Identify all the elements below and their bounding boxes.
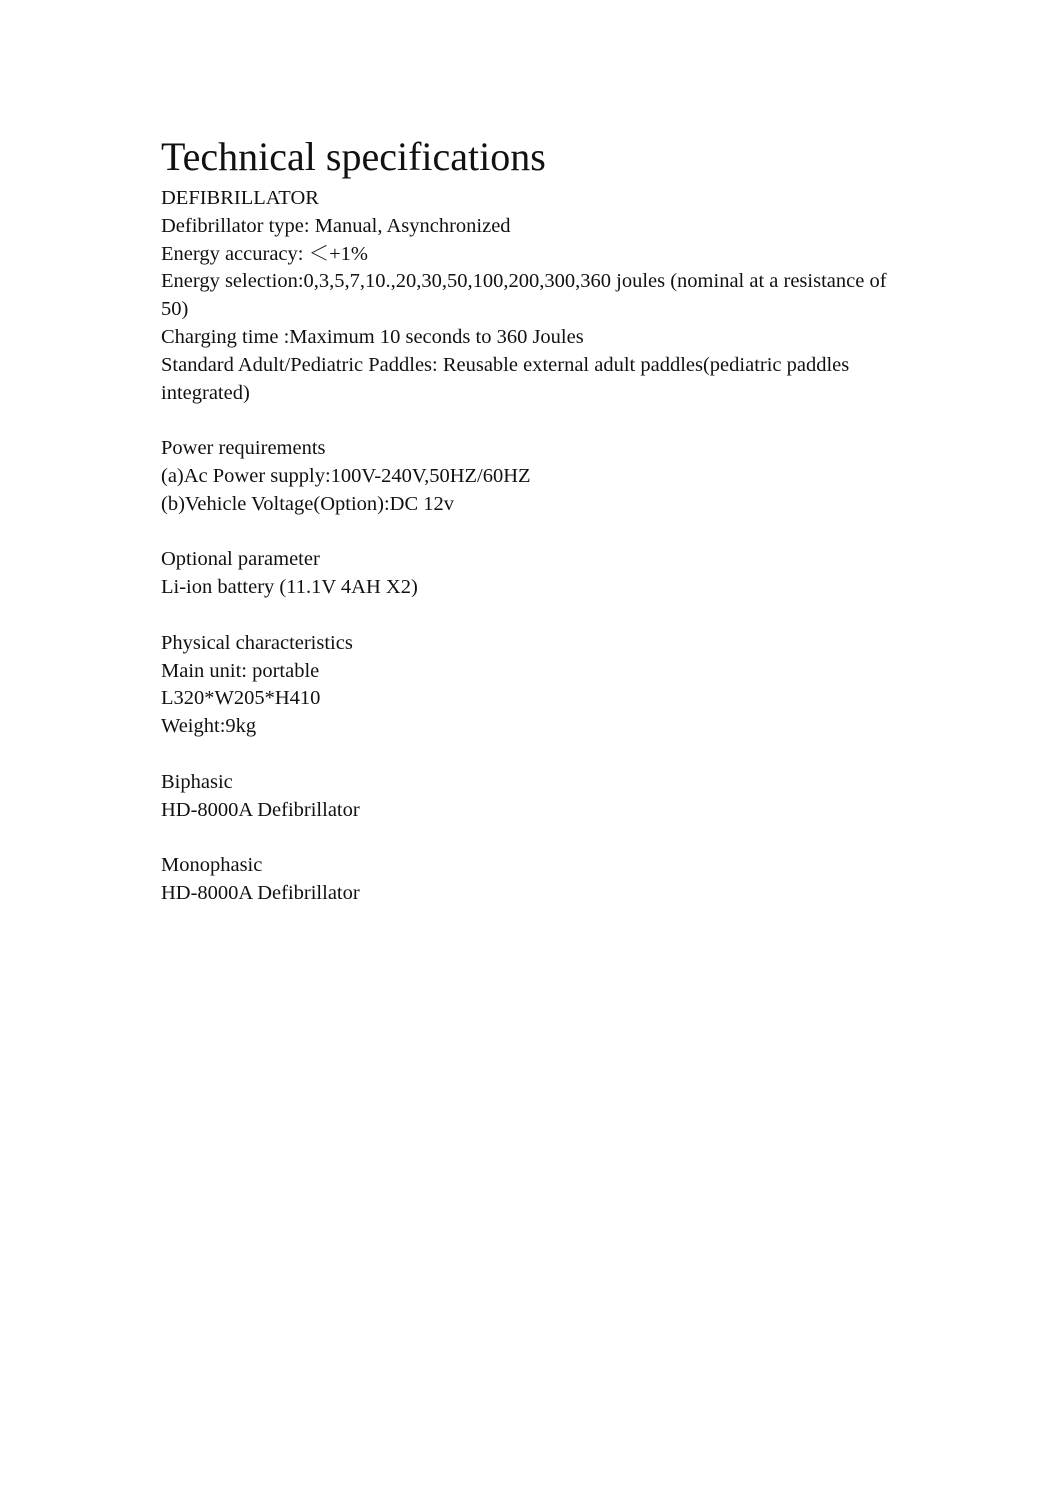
- document-title: Technical specifications: [161, 134, 546, 179]
- spec-model: HD-8000A Defibrillator: [161, 881, 360, 904]
- spec-dimensions: L320*W205*H410: [161, 687, 321, 710]
- spec-vehicle-voltage: (b)Vehicle Voltage(Option):DC 12v: [161, 492, 455, 515]
- section-heading: Power requirements: [161, 437, 326, 460]
- spec-energy-selection: Energy selection:0,3,5,7,10.,20,30,50,100,200,300,360 joules (nominal at a resistance of 50): [161, 270, 887, 321]
- spec-battery: Li-ion battery (11.1V 4AH X2): [161, 576, 418, 599]
- document-page: [161, 133, 921, 936]
- spec-paddles: Standard Adult/Pediatric Paddles: Reusable external adult paddles(pediatric paddles integrated): [161, 353, 850, 404]
- section-heading: Monophasic: [161, 854, 263, 877]
- spec-energy-accuracy: Energy accuracy: ＜+1%: [161, 242, 368, 265]
- spec-defibrillator-type: Defibrillator type: Manual, Asynchronized: [161, 214, 511, 237]
- spec-ac-power: (a)Ac Power supply:100V-240V,50HZ/60HZ: [161, 464, 531, 487]
- section-monophasic: [161, 852, 921, 908]
- section-defibrillator: [161, 185, 921, 407]
- spec-charging-time: Charging time :Maximum 10 seconds to 360 Joules: [161, 325, 584, 348]
- section-optional-parameter: [161, 546, 921, 602]
- section-heading: DEFIBRILLATOR: [161, 187, 319, 209]
- section-power-requirements: [161, 435, 921, 518]
- section-heading: Optional parameter: [161, 548, 320, 571]
- spec-weight: Weight:9kg: [161, 715, 257, 738]
- spec-main-unit: Main unit: portable: [161, 659, 320, 682]
- section-physical-characteristics: [161, 630, 921, 741]
- spec-model: HD-8000A Defibrillator: [161, 798, 360, 821]
- section-heading: Physical characteristics: [161, 631, 353, 654]
- section-biphasic: [161, 769, 921, 825]
- section-heading: Biphasic: [161, 770, 233, 793]
